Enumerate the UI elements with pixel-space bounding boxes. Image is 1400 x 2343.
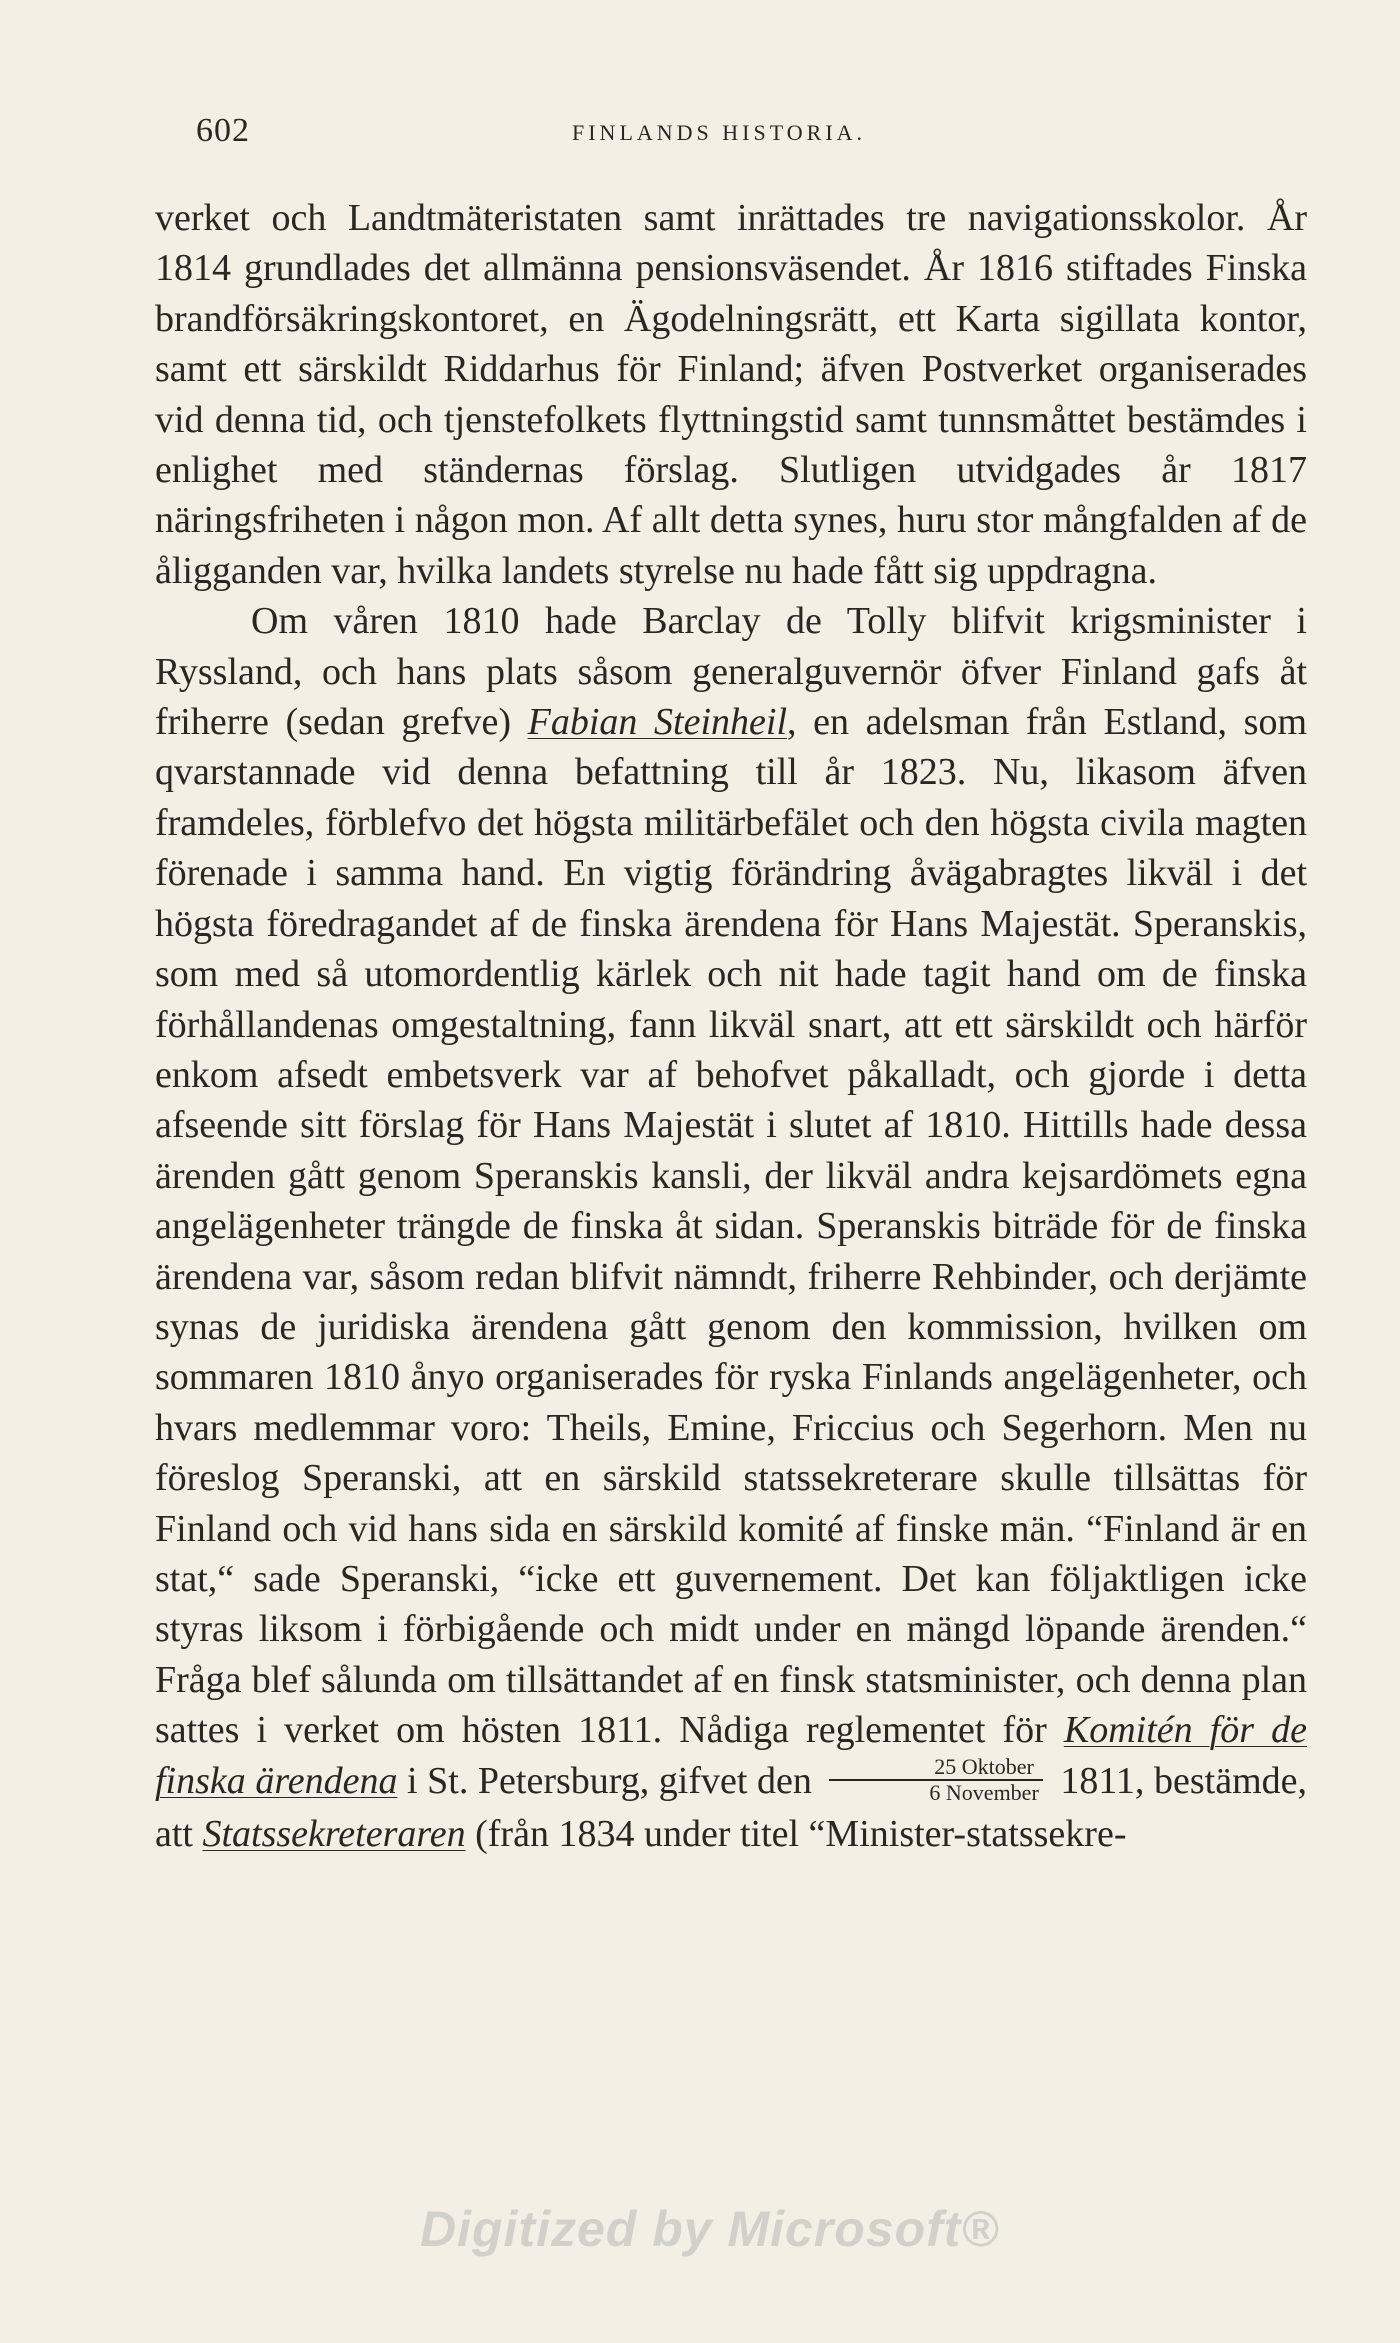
paragraph-1: verket och Landtmäteristaten samt inrättades tre navigationsskolor. År 1814 grundlades det allmänna pensionsväsendet. År 1816 stiftades Finska brandförsäkringskontoret, en Ägodelningsrätt, ett Karta sigillata kontor, samt ett särskildt Riddarhus för Finland; äfven Postverket organiserades vid denna tid, och tjenstefolkets flyttningstid samt tunnsmåttet bestämdes i enlighet med ständernas förslag. Slutligen utvidgades år 1817 näringsfriheten i någon mon. Af allt detta synes, huru stor mångfalden af de åligganden var, hvilka landets styrelse nu hade fått sig uppdragna. <box>155 197 1307 592</box>
paragraph-2-part-4: 1811, bestämde, att <box>155 1759 1307 1855</box>
paragraph-2-part-3: i St. Petersburg, gifvet den <box>397 1759 822 1802</box>
paragraph-2 <box>155 596 1307 1859</box>
page-header <box>196 112 1296 162</box>
committee-title: Komitén för de finska ärendena <box>155 1709 1307 1802</box>
paragraph-2-part-2: , en adelsman från Estland, som qvarstannade vid denna befattning till år 1823. Nu, likasom äfven framdeles, förblefvo det högsta militärbefälet och den högsta civila magten förenade i samma hand. En vigtig förändring åvägabragtes likväl i det högsta föredragandet af de finska ärendena för Hans Majestät. Speranskis, som med så utomordentlig kärlek och nit hade tagit hand om de finska förhållandenas omgestaltning, fann likväl snart, att ett särskildt och härför enkom afsedt embetsverk var af behofvet påkalladt, och gjorde i detta afseende sitt förslag för Hans Majestät i slutet af 1810. Hittills hade dessa ärenden gått genom Speranskis kansli, der likväl andra kejsardömets egna angelägenheter trängde de finska åt sidan. Speranskis biträde för de finska ärendena var, såsom redan blifvit nämndt, friherre Rehbinder, och derjämte synas de juridiska ärendena gått genom den kommission, hvilken om sommaren 1810 ånyo organiserades för ryska Finlands angelägenheter, och hvars medlemmar voro: Theils, Emine, Friccius och Segerhorn. Men nu föreslog Speranski, att en särskild statssekreterare skulle tillsättas för Finland och vid hans sida en särskild komité af finske män. “Finland är en stat,“ sade Speranski, “icke ett guvernement. Det kan följaktligen icke styras liksom i förbigående och midt under en mängd löpande ärenden.“ Fråga blef sålunda om tillsättandet af en finsk statsminister, och denna plan sattes i verket om hösten 1811. Nådiga reglementet för <box>155 701 1308 1752</box>
paragraph-2-part-1: Om våren 1810 hade Barclay de Tolly blifvit krigsminister i Ryssland, och hans plats såsom generalguvernör öfver Finland gafs åt friherre (sedan grefve) <box>155 600 1307 744</box>
date-denominator: 6 November <box>929 1779 1039 1805</box>
date-numerator: 25 Oktober <box>829 1755 1042 1781</box>
person-name: Fabian Steinheil <box>527 701 788 744</box>
office-title: Statssekreteraren <box>202 1812 466 1855</box>
watermark: Digitized by Microsoft® <box>420 2201 1000 2257</box>
body-text <box>155 193 1307 1859</box>
paragraph-2-part-5: (från 1834 under titel “Minister-statssekre- <box>465 1812 1127 1855</box>
running-title: FINLANDS HISTORIA. <box>572 120 867 145</box>
date-fraction <box>829 1755 1042 1805</box>
page-number: 602 <box>196 112 250 149</box>
